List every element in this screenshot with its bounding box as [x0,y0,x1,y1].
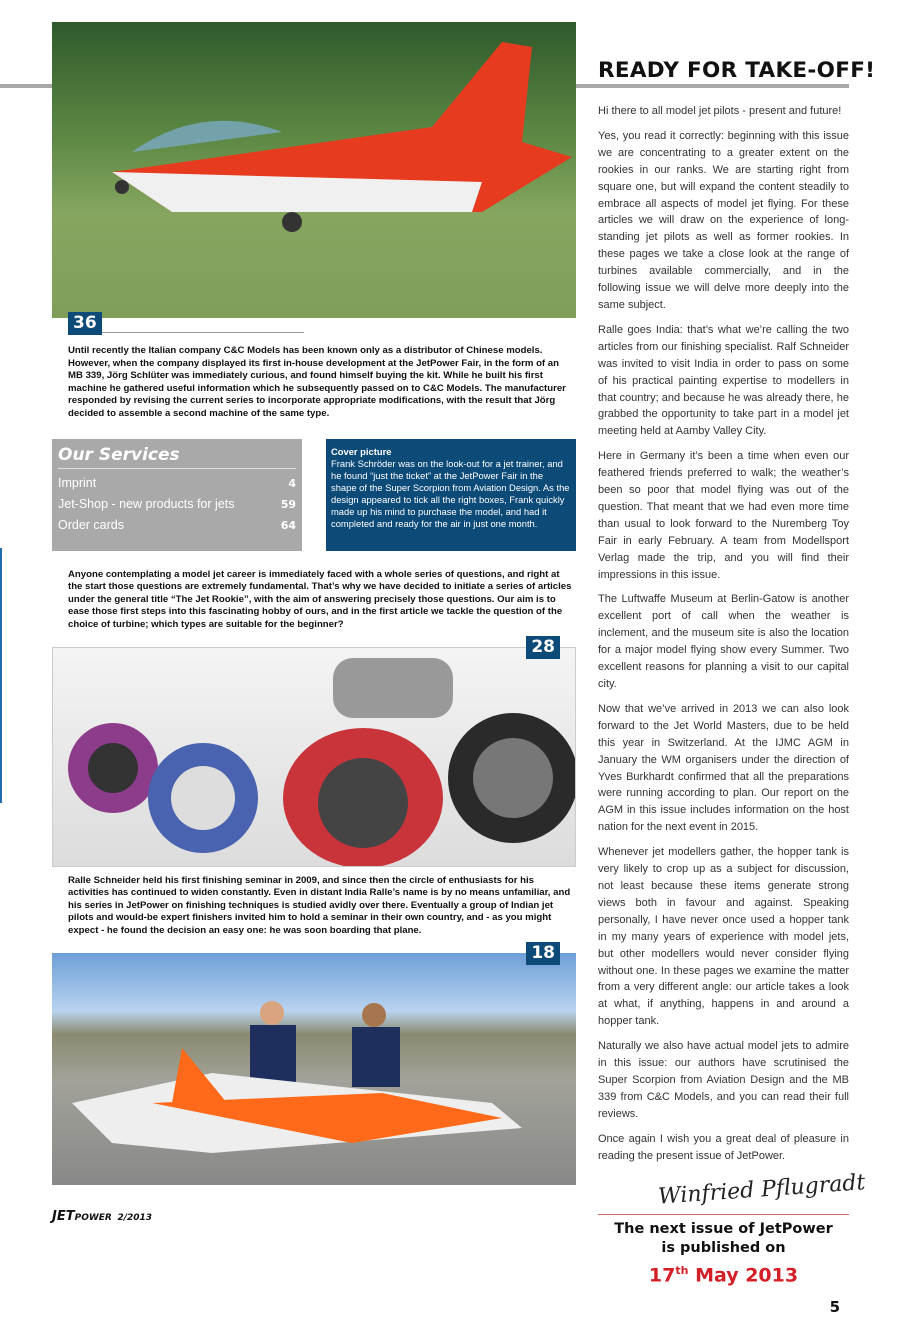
footer-logo [52,1205,576,1224]
page-title: READY FOR TAKE-OFF! [598,58,876,83]
header-rule-left [0,84,52,88]
service-label: Imprint [58,475,97,490]
date-day: 17 [648,1264,676,1287]
photo-navy-jet-pilots [52,953,576,1185]
paragraph: Here in Germany it’s been a time when even our feathered friends preferred to walk; the weather’s been so poor that model flying was out of the question. That meant that we had even more time than usual to look forward to the Nuremberg Toy Fair in early February. A team from Modellsport Verlag made the trip, and you will find their impressions in this issue. [598,450,849,581]
paragraph: Once again I wish you a great deal of pleasure in reading the present issue of JetPower. [598,1132,849,1162]
next-issue-line2: is published on [661,1240,786,1257]
paragraph: Whenever jet modellers gather, the hopper tank is very likely to crop up as a subject for discussion, not least because these items generate strong views both in favour and against. Speaking personally, I have never once used a hopper tank in my many years of experience with model jets, but other modellers would never consider flying without one. In these pages we examine the matter from a very different angle: our article takes a look at what, if anything, happens in and around a hopper tank. [598,846,849,1028]
next-issue-box [598,1220,849,1288]
next-issue-line1: The next issue of JetPower [614,1221,833,1238]
badge-rule [102,332,304,333]
date-sup: th [675,1264,689,1278]
caption-mb339: Until recently the Italian company C&C Models has been known only as a distributor of Chinese models. However, when the company displayed its first in-house development at the JetPower Fair, in the form of an MB 339, Jörg Schlüter was immediately curious, and found himself buying the kit. While he built his first machine he gathered useful information which he subsequently passed on to C&C Models. The manufacturer responded by revising the current series to incorporate appropriate modifications, with the result that Jörg decided to assemble a second machine of the same type. [68,345,566,419]
service-page: 59 [280,497,296,511]
service-page: 4 [288,476,296,490]
service-item-jetshop[interactable] [58,494,296,515]
right-column [598,58,876,1316]
cover-text: Frank Schröder was on the look-out for a jet trainer, and he found “just the ticket” at the JetPower Fair in the shape of the Super Scorpion from Aviation Design. As the design appeared to tick all the right boxes, Frank quickly made up his mind to purchase the model, and had it completed and ready for the air in just one month. [331,457,570,529]
page-badge-36[interactable]: 36 [68,312,102,335]
service-label: Order cards [58,517,124,532]
services-heading: Our Services [58,445,296,469]
date-rest: May 2013 [688,1264,799,1287]
signature [657,1170,867,1213]
issue-number: 2/2013 [117,1212,153,1223]
service-item-order-cards[interactable] [58,515,296,536]
paragraph: Hi there to all model jet pilots - present and future! [598,105,842,117]
logo-jet: JET [52,1208,75,1224]
logo-power: POWER [74,1212,112,1223]
next-issue-date [598,1258,849,1288]
services-box [52,439,302,551]
service-item-imprint[interactable] [58,473,296,494]
cover-heading: Cover picture [331,445,392,457]
page-badge-18[interactable]: 18 [526,942,560,965]
next-issue-rule [598,1214,849,1215]
photo-turbines [52,647,576,867]
service-page: 64 [280,518,296,532]
caption-jet-rookie: Anyone contemplating a model jet career is immediately faced with a whole series of questions, and right at the start those questions are extremely fundamental. That’s why we have decided to initiate a series of articles under the general title “The Jet Rookie”, with the aim of answering precisely those questions. Our aim is to ease those first steps into this fascinating hobby of ours, and in the first article we tackle the question of the choice of turbine; which types are suitable for the beginner? [68,568,572,630]
caption-ralle-india: Ralle Schneider held his first finishing seminar in 2009, and since then the circle of enthusiasts for his activities has continued to widen constantly. Even in distant India Ralle’s name is by no means unfamiliar, and his series in JetPower on finishing techniques is studied avidly over there. Eventually a group of Indian jet pilots and would-be expert finishers invited him to hold a seminar in their own country, and - as you might expect - he found the decision an easy one: he was soon boarding that plane. [68,874,571,936]
signature-text: Winfried Pflugradt [657,1170,867,1211]
paragraph: The Luftwaffe Museum at Berlin-Gatow is another excellent port of call when the weather is inclement, and the museum site is also the location for a major model flying show every Summer. Two excellent reasons for planning a visit to our capital city. [598,593,849,690]
paragraph: Ralle goes India: that’s what we’re calling the two articles from our finishing specialist. Ralf Schneider was invited to visit India in order to pass on some of his practical painting expertise to modellers in that country; and because he was already there, he grabbed the opportunity to take part in a model jet meeting held at Aamby Valley City. [598,323,849,438]
left-column [52,22,576,1224]
service-label: Jet-Shop - new products for jets [58,496,235,511]
page-badge-28[interactable]: 28 [526,636,560,659]
editorial-column [598,103,849,1172]
photo-mb339-jet [52,22,576,318]
cover-picture-box [326,439,576,551]
edge-marker [0,548,2,803]
paragraph: Now that we’ve arrived in 2013 we can also look forward to the Jet World Masters, due to be held this year in Switzerland. At the IJMC AGM in January the WM organisers under the direction of Yves Burkhardt confirmed that all the preparations were running according to plan. Our report on the AGM in this issue includes information on the host nation for the next event in 2015. [598,702,849,834]
page-number: 5 [829,1297,840,1316]
paragraph: Naturally we also have actual model jets to admire in this issue: our authors have scrutinised the Super Scorpion from Aviation Design and the MB 339 from C&C Models, and you can read their full reviews. [598,1040,849,1120]
paragraph: Yes, you read it correctly: beginning with this issue we are concentrating to a greater extent on the rookies in our ranks. We are starting right from square one, but will expand the content steadily to embrace all aspects of model jet flying. For these articles we will draw on the experience of long-standing jet pilots as well as former rookies. In these pages we take a close look at the range of turbines available commercially, and in the following issue we will delve more deeply into the same subject. [598,129,849,311]
